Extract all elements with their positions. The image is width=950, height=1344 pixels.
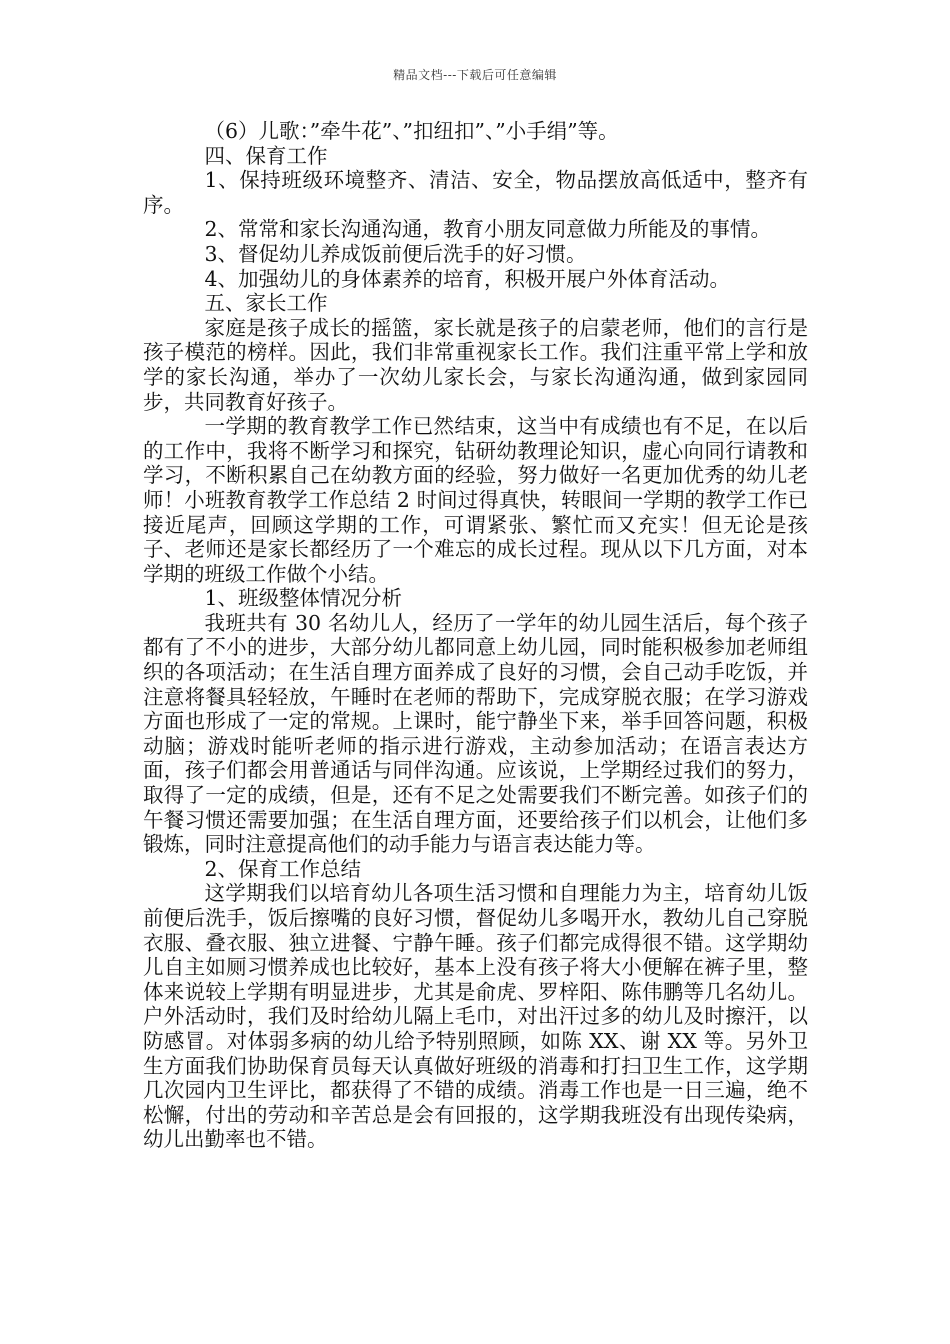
section-heading-care-work: 四、保育工作 xyxy=(204,143,328,168)
paragraph-care-item-1: 1、保持班级环境整齐、清洁、安全，物品摆放高低适中，整齐有序。 xyxy=(143,168,808,217)
paragraph-parent-work: 家庭是孩子成长的摇篮，家长就是孩子的启蒙老师，他们的言行是孩子模范的榜样。因此，我们非常重视家长工作。我们注重平常上学和放学的家长沟通，举办了一次幼儿家长会，与家长沟通沟通，做到家园同步，共同教育好孩子。 xyxy=(143,315,808,414)
document-body xyxy=(143,119,808,1152)
paragraph-nursery-rhymes: （6）儿歌：”牵牛花”、”扣纽扣”、”小手绢”等。 xyxy=(204,119,619,143)
paragraph-semester-summary: 一学期的教育教学工作已然结束，这当中有成绩也有不足，在以后的工作中，我将不断学习和探究，钻研幼教理论知识，虚心向同行请教和学习，不断积累自己在幼教方面的经验，努力做好一名更加优秀的幼儿老师！小班教育教学工作总结 2 时间过得真快，转眼间一学期的教学工作已接近尾声，回顾这学期的工作，可谓紧张、繁忙而又充实！但无论是孩子、老师还是家长都经历了一个难忘的成长过程。现从以下几方面，对本学期的班级工作做个小结。 xyxy=(143,414,808,586)
paragraph-care-item-3: 3、督促幼儿养成饭前便后洗手的好习惯。 xyxy=(204,241,587,266)
paragraph-care-item-2: 2、常常和家长沟通沟通，教育小朋友同意做力所能及的事情。 xyxy=(204,217,772,242)
section-heading-class-analysis: 1、班级整体情况分析 xyxy=(204,586,403,611)
paragraph-class-analysis: 我班共有 30 名幼儿人，经历了一学年的幼儿园生活后，每个孩子都有了不小的进步，大部分幼儿都同意上幼儿园，同时能积极参加老师组织的各项活动；在生活自理方面养成了良好的习惯，会自己动手吃饭，并注意将餐具轻轻放，午睡时在老师的帮助下，完成穿脱衣服；在学习游戏方面也形成了一定的常规。上课时，能宁静坐下来，举手回答问题，积极动脑；游戏时能听老师的指示进行游戏，主动参加活动；在语言表达方面，孩子们都会用普通话与同伴沟通。应该说，上学期经过我们的努力，取得了一定的成绩，但是，还有不足之处需要我们不断完善。如孩子们的午餐习惯还需要加强；在生活自理方面，还要给孩子们以机会，让他们多锻炼，同时注意提高他们的动手能力与语言表达能力等。 xyxy=(143,610,808,857)
paragraph-care-item-4: 4、加强幼儿的身体素养的培育，积极开展户外体育活动。 xyxy=(204,266,731,291)
section-heading-care-summary: 2、保育工作总结 xyxy=(204,856,362,881)
paragraph-care-summary: 这学期我们以培育幼儿各项生活习惯和自理能力为主，培育幼儿饭前便后洗手，饭后擦嘴的良好习惯，督促幼儿多喝开水，教幼儿自己穿脱衣服、叠衣服、独立进餐、宁静午睡。孩子们都完成得很不错。这学期幼儿自主如厕习惯养成也比较好，基本上没有孩子将大小便解在裤子里，整体来说较上学期有明显进步，尤其是俞虎、罗梓阳、陈伟鹏等几名幼儿。户外活动时，我们及时给幼儿隔上毛巾，对出汗过多的幼儿及时擦汗，以防感冒。对体弱多病的幼儿给予特别照顾，如陈 XX、谢 XX 等。另外卫生方面我们协助保育员每天认真做好班级的消毒和打扫卫生工作，这学期几次园内卫生评比，都获得了不错的成绩。消毒工作也是一日三遍，绝不松懈，付出的劳动和辛苦总是会有回报的，这学期我班没有出现传染病，幼儿出勤率也不错。 xyxy=(143,881,808,1152)
section-heading-parent-work: 五、家长工作 xyxy=(204,291,328,316)
header-note: 精品文档---下载后可任意编辑 xyxy=(393,68,557,82)
